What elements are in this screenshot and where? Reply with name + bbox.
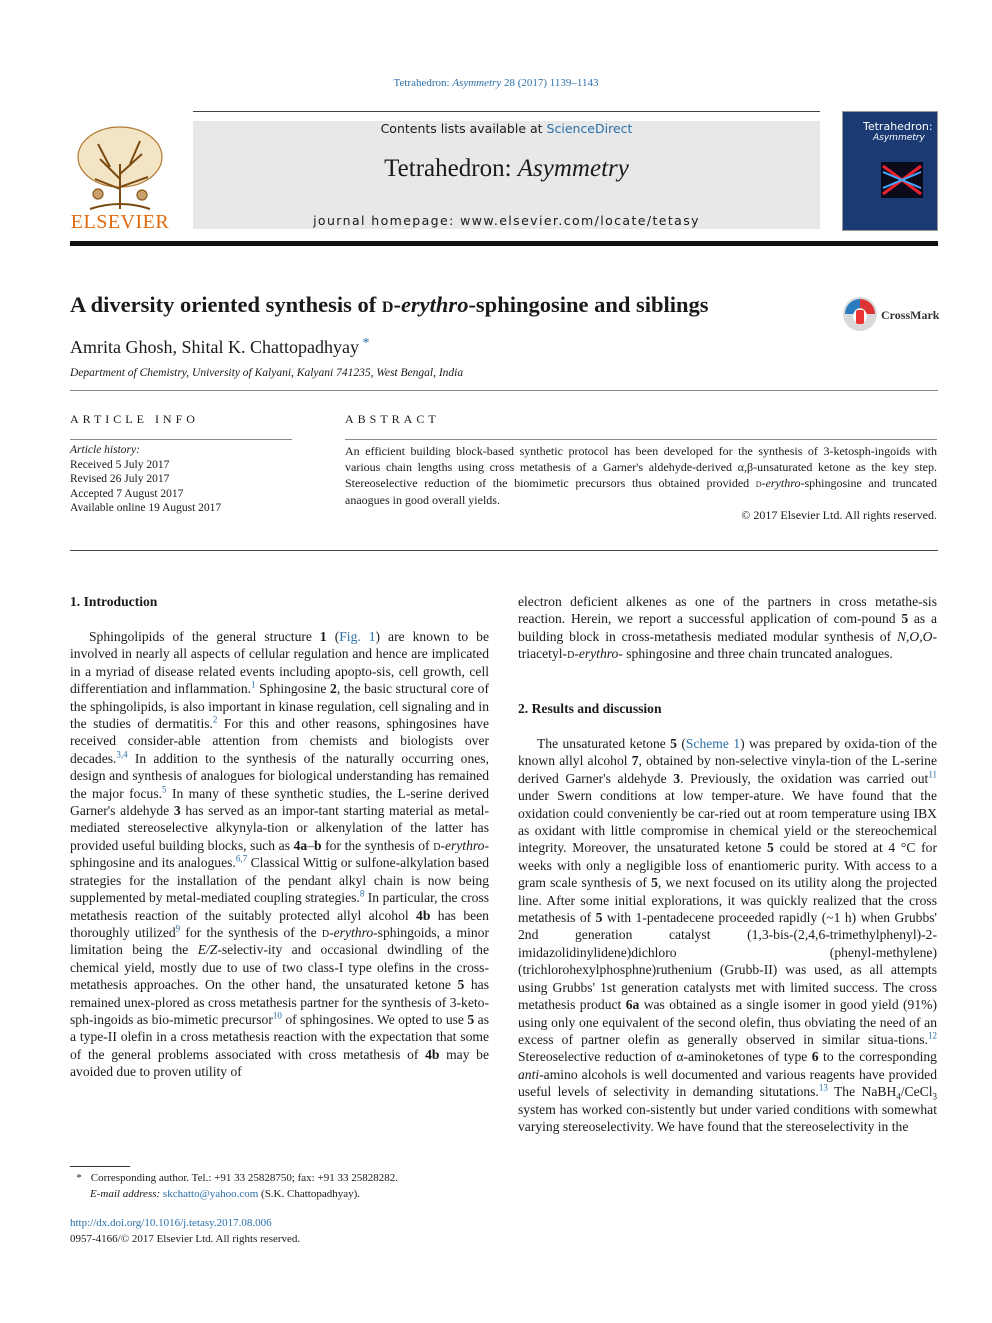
title-dash: -: [393, 292, 401, 317]
ref-link[interactable]: 13: [818, 1082, 828, 1093]
crossmark-icon: [842, 296, 878, 332]
citation-journal-italic: Asymmetry: [452, 77, 502, 89]
abstract-copyright: © 2017 Elsevier Ltd. All rights reserved.: [741, 508, 937, 522]
journal-title: [193, 155, 820, 183]
citation-volume-pages: 28 (2017) 1139–1143: [501, 77, 599, 89]
abstract-rule: [345, 439, 937, 440]
title-part1: A diversity oriented synthesis of: [70, 292, 382, 317]
ref-link[interactable]: 5: [162, 784, 167, 795]
crossmark-label: CrossMark: [881, 308, 940, 322]
journal-title-main: Tetrahedron:: [384, 155, 518, 182]
article-title: [70, 292, 709, 318]
title-smallcaps: d: [381, 292, 394, 317]
contents-prefix: Contents lists available at: [380, 121, 547, 136]
abstract-bottom-rule: [70, 550, 938, 551]
affiliation-rule: [70, 390, 938, 391]
scheme-1-link[interactable]: Scheme 1: [685, 736, 741, 751]
history-accepted: Accepted 7 August 2017: [70, 487, 184, 500]
crossmark-badge[interactable]: [842, 296, 942, 336]
ref-link[interactable]: 6,7: [235, 853, 248, 864]
abstract-italic: erythro: [765, 476, 801, 491]
abstract-dash: -: [761, 476, 766, 491]
ref-link[interactable]: 2: [212, 714, 218, 725]
journal-cover[interactable]: [842, 111, 938, 231]
article-history: [70, 443, 221, 516]
results-heading: 2. Results and discussion: [518, 701, 662, 716]
corresponding-author-mark[interactable]: *: [358, 336, 370, 351]
cover-subtitle: Asymmetry: [873, 133, 925, 143]
abstract-part-c: -sphingosine and truncated anaogues in good overall yields.: [345, 476, 937, 507]
intro-heading: 1. Introduction: [70, 594, 158, 609]
intro-continuation: electron deficient alkenes as one of the partners in cross metathe-sis reaction. Herein, we report a successful application of com-pound 5 as a building block in cross-metathesis mediated modular synthesis of N,O,O-triacetyl-d-erythro- sphingosine and three chain truncated analogues.: [518, 594, 937, 662]
sciencedirect-link[interactable]: ScienceDirect: [546, 121, 633, 136]
history-revised: Revised 26 July 2017: [70, 473, 170, 486]
ref-link[interactable]: 3,4: [116, 749, 128, 760]
homepage-url[interactable]: www.elsevier.com/locate/tetasy: [460, 213, 700, 228]
intro-paragraph: Sphingolipids of the general structure 1 (Fig. 1) are known to be involved in nearly all aspects of cellular regulation and hence are implicated in a myriad of disease related events including apopto-sis, cell growth, cell differentiation and inflammation.$^1$ Sphingosine 2, the basic structural core of the sphingolipids, is also important in kinase regulation, cell signaling and in the studies of dermatitis.$^2$ For this and other reasons, sphingosines have received consider-able attention from chemists and biologists over decades.$^{3,4}$ In addition to the synthesis of the naturally occurring ones, design and synthesis of analogues for biological understanding has remained the major focus.$^5$ In many of these synthetic studies, the L-serine derived Garner's aldehyde 3 has served as an impor-tant starting material as metal-mediated stereoselective alkynyla-tion or alkenylation of the latter has provided useful building blocks, such as 4a–b for the synthesis of d-erythro-sphingosine and its analogues.$^{6,7}$ Classical Wittig or sulfone-alkylation based strategies for the installation of the pendant alkyl chain is now being supplemented by metal-mediated coupling strategies.$^8$ In particular, the cross metathesis reaction of the suitably protected allyl alcohol 4b has been thoroughly utilized$^9$ for the synthesis of the d-erythro-sphingoids, a minor limitation being the E/Z-selectiv-ity and occasional dwindling of the chemical yield, mostly due to use of two class-I type olefins in the cross-metathesis approaches. On the other hand, the unsaturated ketone 5 has remained unex-plored as cross metathesis partner for the synthesis of 3-keto-sph-ingoids as bio-mimetic precursor$^{10}$ of sphingosines. We opted to use 5 as a type-II olefin in a cross metathesis reaction with the expectation that some of the general problems associated with cross metathesis of 4b may be avoided due to proven utility of: [70, 629, 490, 1080]
article-footer: [70, 1216, 300, 1247]
abstract-smallcaps: d: [755, 476, 762, 491]
header-top-rule: [193, 111, 820, 112]
results-paragraph: The unsaturated ketone 5 (Scheme 1) was prepared by oxida-tion of the known allyl alcohol 7, obtained by non-selective vinyla-tion of the L-serine derived Garner's aldehyde 3. Previously, the oxidation was carried out$^{11}$ under Swern conditions at low temper-ature. We have found that the oxidation could conveniently be car-ried out at room temperature using IBX as oxidant with little compromise in chemical yield or the stereochemical integrity. Moreover, the unsaturated ketone 5 could be stored at 4 °C for weeks with only a negligible loss of enantiomeric purity. With access to a gram scale synthesis of 5, we next focused on its utility along the projected line. After some initial explorations, it was quickly realized that the cross metathesis of 5 with 1-pentadecene proceeded rapidly (~1 h) when Grubbs' 2nd generation catalyst (1,3-bis-(2,4,6-trimethylphenyl)-2-imidazolidinylidene)dichloro (phenyl-methylene)(trichlorohexylphosphne)ruthenium (Grubb-II) was used, as all attempts using Grubbs' 1st generation catalysts met with limited success. The cross metathesis product 6a was obtained as a single isomer in good yield (91%) using only one equivalent of the second olefin, thus obviating the need of an excess of partner olefin as generally observed in similar situa-tions.$^{12}$ Stereoselective reduction of α-aminoketones of type 6 to the corresponding anti-amino alcohols is well documented and various reagents have provided useful levels of selectivity in demanding situtations.$^{13}$ The NaBH$_4$/CeCl$_3$ system has worked con-sistently but under varied conditions with somewhat varying stereoselectivity. We have found that the stereoselectivity in the: [518, 736, 937, 1134]
ref-link[interactable]: 11: [928, 769, 937, 780]
elsevier-logo[interactable]: [70, 119, 170, 231]
journal-citation[interactable]: [0, 77, 992, 89]
abstract-heading: ABSTRACT: [345, 412, 440, 426]
history-label: Article history:: [70, 444, 140, 456]
issn-copyright: 0957-4166/© 2017 Elsevier Ltd. All rights reserved.: [70, 1232, 301, 1245]
ref-link[interactable]: 9: [175, 923, 181, 934]
abstract-text: [345, 443, 937, 508]
elsevier-wordmark: ELSEVIER: [70, 211, 170, 233]
ref-link[interactable]: 10: [272, 1010, 282, 1021]
doi-link[interactable]: http://dx.doi.org/10.1016/j.tetasy.2017.08.006: [70, 1217, 272, 1229]
figure-1-link[interactable]: Fig. 1: [339, 629, 376, 644]
history-received: Received 5 July 2017: [70, 458, 170, 471]
article-info-rule: [70, 439, 292, 440]
header-divider: [70, 241, 938, 246]
homepage-prefix: journal homepage:: [313, 213, 461, 228]
title-part2: -sphingosine and siblings: [468, 292, 709, 317]
journal-title-italic: Asymmetry: [517, 155, 629, 182]
author-list: [70, 336, 369, 358]
footnote-mark: *: [76, 1172, 82, 1184]
ref-link[interactable]: 1: [251, 679, 256, 690]
email-label: E-mail address:: [90, 1187, 163, 1200]
journal-homepage: [193, 213, 820, 228]
footnote-contact: Corresponding author. Tel.: +91 33 25828750; fax: +91 33 25828282.: [88, 1172, 398, 1184]
author-affiliation: Department of Chemistry, University of Kalyani, Kalyani 741235, West Bengal, India: [70, 367, 464, 379]
author-names: Amrita Ghosh, Shital K. Chattopadhyay: [70, 337, 359, 357]
corresponding-author-footnote: [70, 1171, 398, 1202]
cover-title: Tetrahedron:: [863, 120, 933, 133]
article-info-heading: ARTICLE INFO: [70, 412, 199, 426]
contents-availability: [193, 121, 820, 136]
cover-graphic-icon: [881, 162, 923, 198]
ref-link[interactable]: 8: [359, 888, 365, 899]
footnote-rule: [70, 1166, 130, 1167]
abstract-part-a: An efficient building block-based synthetic protocol has been developed for the synthesis of 3-ketosph-ingoids with various chain lengths using cross metathesis of a Garner's aldehyde-derived α,β-unsaturated ketone as the key step. Stereoselective reduction of the biomimetic precursors thus obtained provided: [345, 444, 937, 491]
email-link[interactable]: skchatto@yahoo.com: [162, 1187, 259, 1200]
history-online: Available online 19 August 2017: [70, 502, 222, 515]
title-italic: erythro: [400, 292, 469, 317]
citation-journal: Tetrahedron:: [393, 77, 453, 89]
ref-link[interactable]: 12: [928, 1030, 937, 1041]
email-suffix: (S.K. Chattopadhyay).: [258, 1187, 361, 1200]
